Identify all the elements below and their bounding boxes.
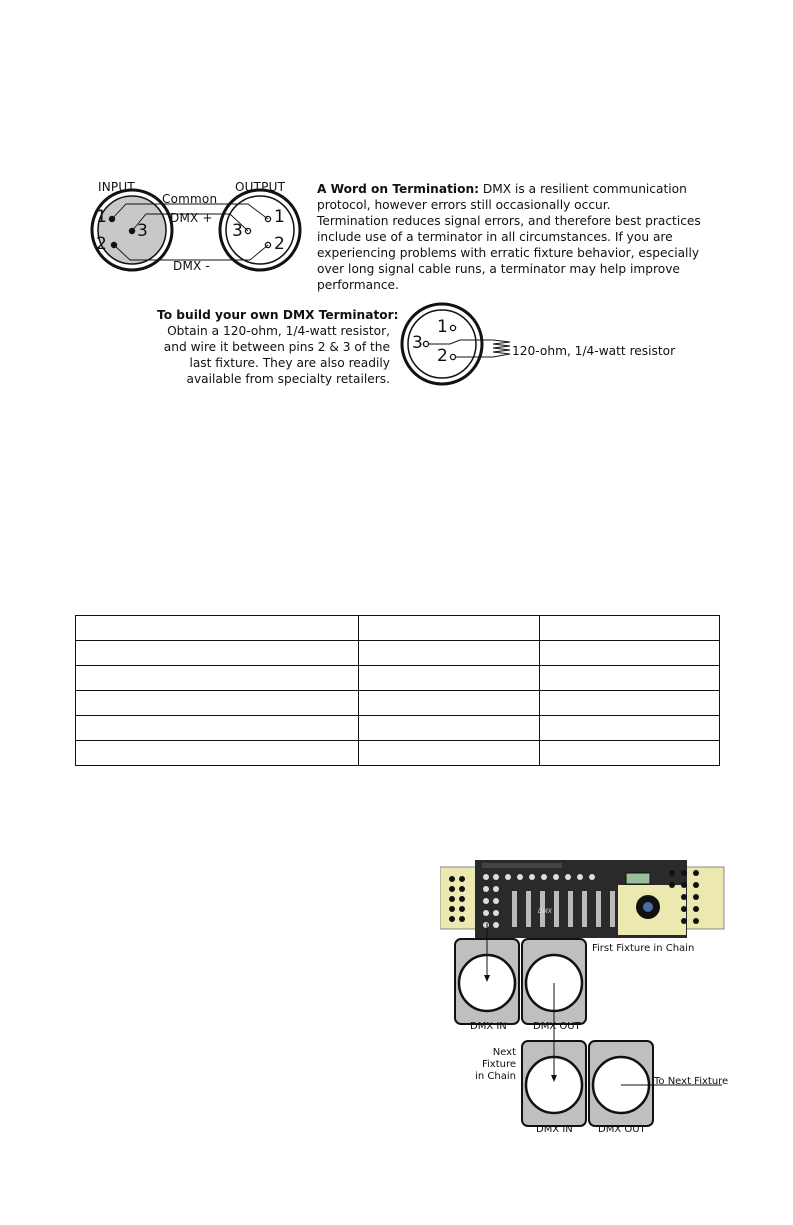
input-pin3-label: 3: [137, 221, 148, 241]
output-pin3-label: 3: [232, 221, 243, 241]
dmx-chain-diagram: [440, 855, 730, 1140]
first-fixture: [455, 939, 586, 1024]
input-pin2-label: 2: [96, 234, 107, 254]
table-cell: [540, 716, 720, 741]
termination-line: protocol, however errors still occasionally occur.: [317, 198, 611, 212]
table-cell: [540, 666, 720, 691]
termination-paragraph: [317, 181, 737, 293]
table-cell: [76, 691, 359, 716]
dmx-minus-label: DMX -: [173, 259, 210, 273]
table-row: [76, 716, 720, 741]
table-cell: [540, 641, 720, 666]
output-pin2-label: 2: [274, 234, 285, 254]
table-cell: [359, 616, 540, 641]
first-fixture-label: First Fixture in Chain: [592, 943, 695, 954]
to-next-fixture-label: To Next Fixture: [654, 1076, 729, 1087]
first-dmx-out-label: DMX OUT: [533, 1021, 581, 1032]
termination-line: performance.: [317, 278, 399, 292]
table-cell: [359, 741, 540, 766]
resistor-label: 120-ohm, 1/4-watt resistor: [512, 344, 676, 358]
table-cell: [359, 666, 540, 691]
table-cell: [76, 641, 359, 666]
build-line: and wire it between pins 2 & 3 of the: [163, 340, 390, 354]
build-instructions: [130, 323, 390, 387]
table-cell: [540, 741, 720, 766]
table-row: [76, 691, 720, 716]
termination-line: experiencing problems with erratic fixture behavior, especially: [317, 246, 700, 260]
dmx-controller-image: [440, 860, 724, 938]
input-connector: [92, 190, 172, 270]
controller-logo: DMX: [538, 908, 552, 915]
next-dmx-in-label: DMX IN: [536, 1124, 573, 1135]
table-cell: [540, 616, 720, 641]
table-cell: [76, 616, 359, 641]
output-label: OUTPUT: [235, 180, 286, 194]
next-dmx-out-label: DMX OUT: [598, 1124, 646, 1135]
input-label: INPUT: [98, 180, 135, 194]
table-row: [76, 666, 720, 691]
table-cell: [359, 691, 540, 716]
terminator-pin1-label: 1: [437, 317, 448, 337]
build-line: last fixture. They are also readily: [189, 356, 390, 370]
table-cell: [76, 741, 359, 766]
table-row: [76, 641, 720, 666]
termination-heading: A Word on Termination:: [317, 182, 479, 196]
build-line: Obtain a 120-ohm, 1/4-watt resistor,: [167, 324, 390, 338]
build-line: available from specialty retailers.: [186, 372, 390, 386]
termination-line: DMX is a resilient communication: [479, 182, 687, 196]
next-fixture-label-line: Next Fixture: [481, 1047, 516, 1070]
table-cell: [540, 691, 720, 716]
termination-line: over long signal cable runs, a terminator may help improve: [317, 262, 680, 276]
table-cell: [76, 666, 359, 691]
table-row: [76, 616, 720, 641]
terminator-pin3-label: 3: [412, 333, 423, 353]
common-label: Common: [162, 192, 218, 206]
termination-line: include use of a terminator in all circumstances. If you are: [317, 230, 673, 244]
dmx-plus-label: DMX +: [170, 211, 213, 225]
input-pin1-label: 1: [96, 207, 107, 227]
terminator-pin2-label: 2: [437, 346, 448, 366]
build-heading: To build your own DMX Terminator:: [157, 308, 399, 322]
next-fixture-label: [460, 1047, 516, 1083]
next-fixture: [522, 1041, 653, 1126]
table-cell: [359, 641, 540, 666]
termination-line: Termination reduces signal errors, and therefore best practices: [317, 214, 701, 228]
first-dmx-in-label: DMX IN: [470, 1021, 507, 1032]
table-row: [76, 741, 720, 766]
table-cell: [359, 716, 540, 741]
empty-table: [75, 615, 720, 766]
table-cell: [76, 716, 359, 741]
output-pin1-label: 1: [274, 207, 285, 227]
next-fixture-label-line: in Chain: [475, 1071, 516, 1082]
